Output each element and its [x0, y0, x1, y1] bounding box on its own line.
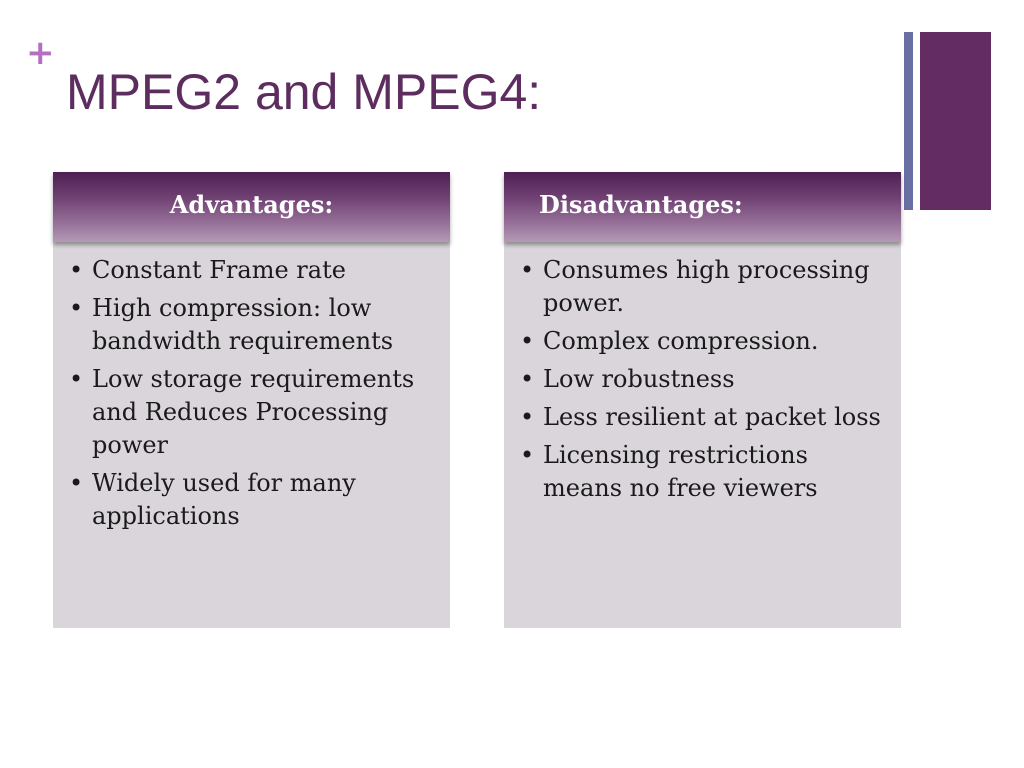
- list-item-text: Widely used for many applications: [92, 469, 356, 530]
- bullet-dot-icon: •: [520, 403, 535, 431]
- list-item-text: Licensing restrictions means no free viewers: [543, 441, 818, 502]
- list-item: [67, 363, 437, 462]
- bullet-dot-icon: •: [69, 365, 84, 393]
- disadvantages-panel: [504, 172, 901, 628]
- list-item: [67, 467, 437, 533]
- list-item-text: Low storage requirements and Reduces Processing power: [92, 365, 415, 459]
- advantages-heading: Advantages:: [169, 190, 334, 219]
- disadvantages-header: [504, 172, 901, 242]
- plus-icon: +: [26, 33, 55, 73]
- list-item-text: Less resilient at packet loss: [543, 403, 881, 431]
- advantages-header: [53, 172, 450, 242]
- list-item-text: Constant Frame rate: [92, 256, 346, 284]
- bullet-dot-icon: •: [520, 365, 535, 393]
- bullet-dot-icon: •: [69, 469, 84, 497]
- list-item: [518, 401, 888, 434]
- list-item: [518, 439, 888, 505]
- list-item: [518, 254, 888, 320]
- disadvantages-heading: Disadvantages:: [539, 190, 743, 219]
- bullet-dot-icon: •: [520, 327, 535, 355]
- advantages-list: [67, 254, 437, 538]
- list-item-text: Complex compression.: [543, 327, 819, 355]
- advantages-panel: [53, 172, 450, 628]
- bullet-dot-icon: •: [69, 294, 84, 322]
- list-item: [67, 292, 437, 358]
- list-item: [67, 254, 437, 287]
- bullet-dot-icon: •: [520, 256, 535, 284]
- list-item: [518, 363, 888, 396]
- list-item-text: High compression: low bandwidth requirements: [92, 294, 394, 355]
- accent-bar-thick: [920, 32, 991, 210]
- slide-title: MPEG2 and MPEG4:: [66, 64, 542, 120]
- list-item: [518, 325, 888, 358]
- list-item-text: Consumes high processing power.: [543, 256, 870, 317]
- accent-bar-thin: [904, 32, 913, 210]
- disadvantages-list: [518, 254, 888, 510]
- list-item-text: Low robustness: [543, 365, 735, 393]
- bullet-dot-icon: •: [520, 441, 535, 469]
- bullet-dot-icon: •: [69, 256, 84, 284]
